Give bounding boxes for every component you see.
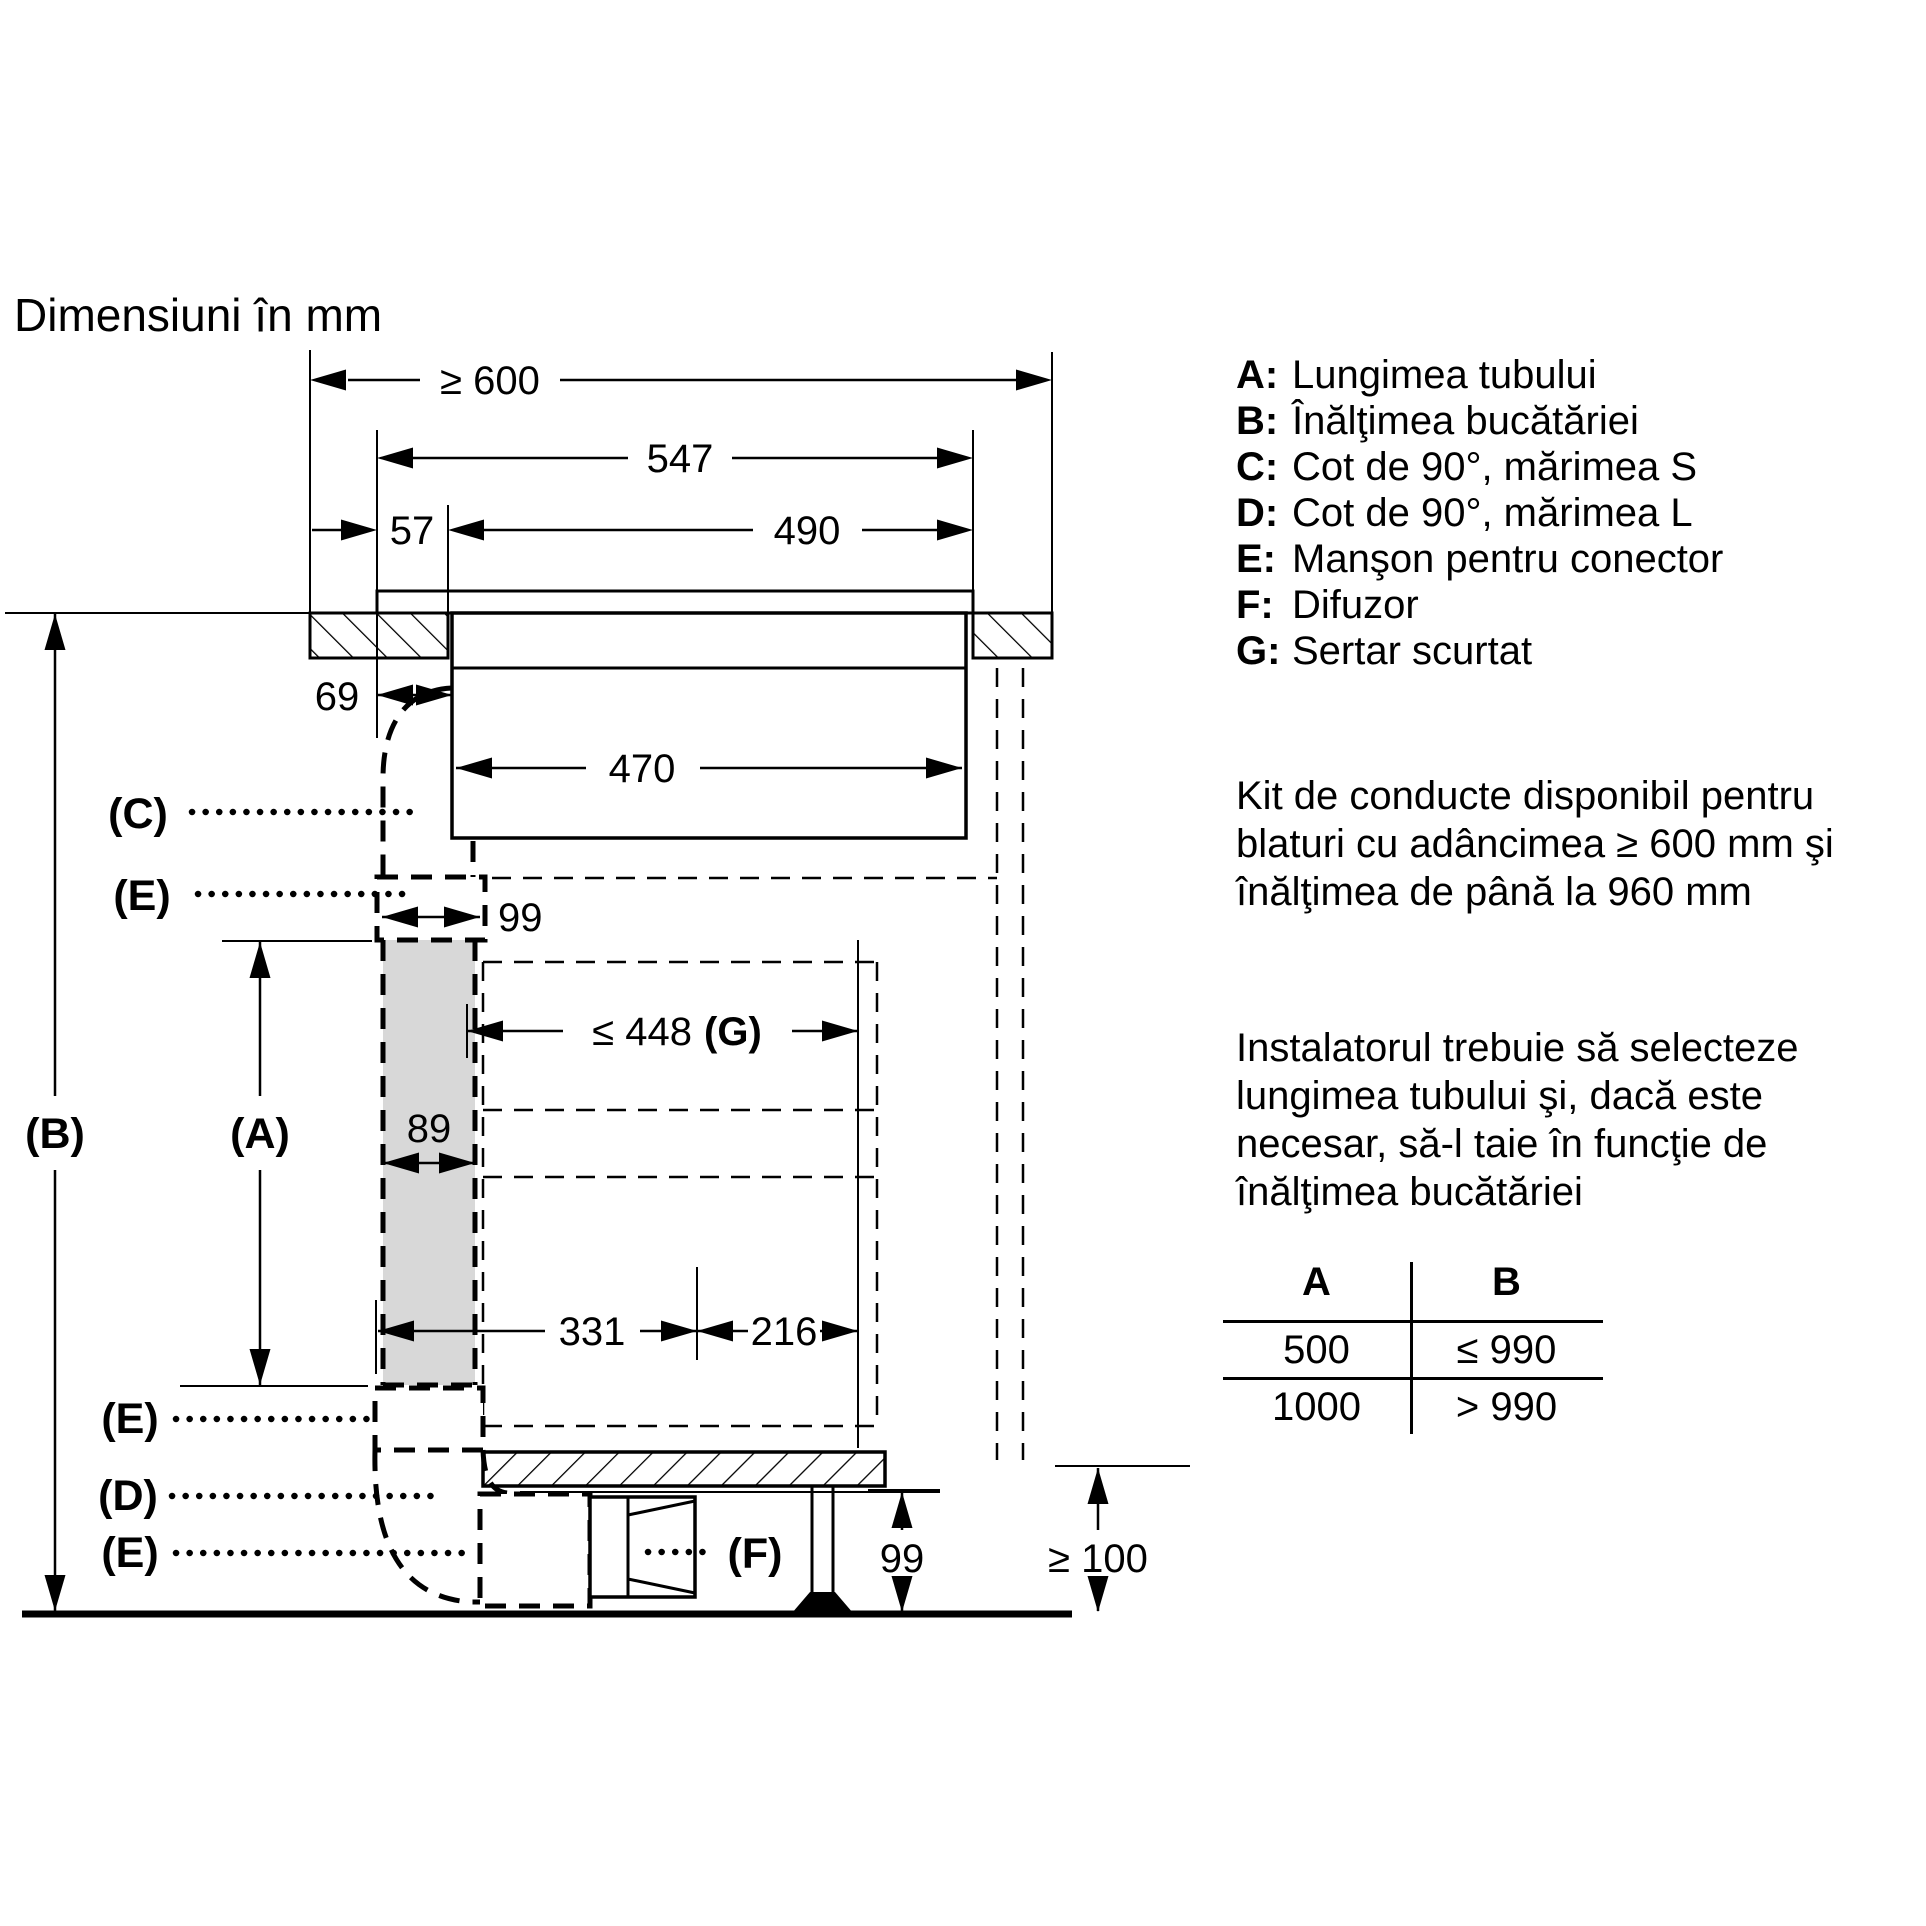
- table-cell-a1: 500: [1283, 1328, 1350, 1372]
- callout-a: (A): [230, 1110, 290, 1158]
- dim-worktop-depth: ≥ 600: [440, 359, 540, 403]
- callout-e-bottom: (E): [101, 1529, 159, 1577]
- dim-plinth-gap: 99: [879, 1537, 925, 1581]
- hob-body: [452, 613, 966, 838]
- dim-front-overhang: 57: [389, 509, 435, 553]
- dim-cutout-width: 490: [773, 509, 841, 553]
- dim-drawer-cut: ≤ 448 (G): [592, 1010, 762, 1054]
- dim-floor-clearance: ≥ 100: [1048, 1537, 1148, 1581]
- dim-elbow-offset: 331: [558, 1310, 626, 1354]
- table-line-1: [1223, 1320, 1603, 1323]
- connector-sleeve-outlet: [480, 1494, 590, 1606]
- dim-body-width: 470: [608, 747, 676, 791]
- note-installer: Instalatorul trebuie să selecteze lungimea tubului şi, dacă este necesar, să-l taie în funcţie de înălţimea bucătăriei: [1236, 1026, 1799, 1214]
- tube-length-table: [1223, 1256, 1603, 1436]
- legend-item-f: F: Difuzor: [1236, 583, 1419, 627]
- dim-center-offset: 216: [750, 1310, 818, 1354]
- elbow-s-outer: [383, 688, 452, 875]
- table-header-a: A: [1302, 1260, 1331, 1304]
- hob-glass: [377, 591, 973, 613]
- table-header-b: B: [1492, 1260, 1521, 1304]
- callout-f: (F): [727, 1530, 783, 1578]
- diffuser: [590, 1497, 695, 1597]
- cabinet-leg: [792, 1486, 853, 1613]
- callout-d: (D): [98, 1472, 158, 1520]
- callout-c: (C): [108, 790, 168, 838]
- note-duct-kit: Kit de conducte disponibil pentru blaturi cu adâncimea ≥ 600 mm şi înălţimea de până la 960 mm: [1236, 774, 1834, 914]
- elbow-l-outer: [375, 1450, 482, 1602]
- legend: [1236, 352, 1723, 674]
- connector-sleeve-top: [377, 877, 485, 940]
- legend-item-c: C: Cot de 90°, mărimea S: [1236, 445, 1698, 489]
- legend-item-g: G: Sertar scurtat: [1236, 629, 1533, 673]
- table-cell-a2: 1000: [1272, 1385, 1361, 1429]
- dim-connector-height: 99: [498, 896, 543, 940]
- callout-e-top: (E): [113, 872, 171, 920]
- legend-item-a: A: Lungimea tubului: [1236, 353, 1597, 397]
- worktop-right: [973, 613, 1052, 658]
- table-divider: [1410, 1262, 1413, 1434]
- callout-b: (B): [25, 1110, 85, 1158]
- dim-hob-top-width: 547: [646, 437, 714, 481]
- table-cell-b2: > 990: [1455, 1385, 1558, 1429]
- cabinet-bottom-shelf: [483, 1452, 885, 1486]
- table-cell-b1: ≤ 990: [1456, 1328, 1557, 1372]
- legend-item-d: D: Cot de 90°, mărimea L: [1236, 491, 1693, 535]
- dim-duct-offset: 69: [314, 675, 360, 719]
- leg-foot: [792, 1592, 853, 1613]
- page-title: Dimensiuni în mm: [14, 289, 383, 341]
- table-line-2: [1223, 1377, 1603, 1380]
- legend-item-e: E: Manşon pentru conector: [1236, 537, 1724, 581]
- callout-e-mid: (E): [101, 1395, 159, 1443]
- connector-sleeve-bottom: [375, 1388, 483, 1450]
- worktop-left: [310, 613, 448, 658]
- dim-duct-width: 89: [406, 1107, 452, 1151]
- legend-item-b: B: Înălţimea bucătăriei: [1236, 399, 1639, 443]
